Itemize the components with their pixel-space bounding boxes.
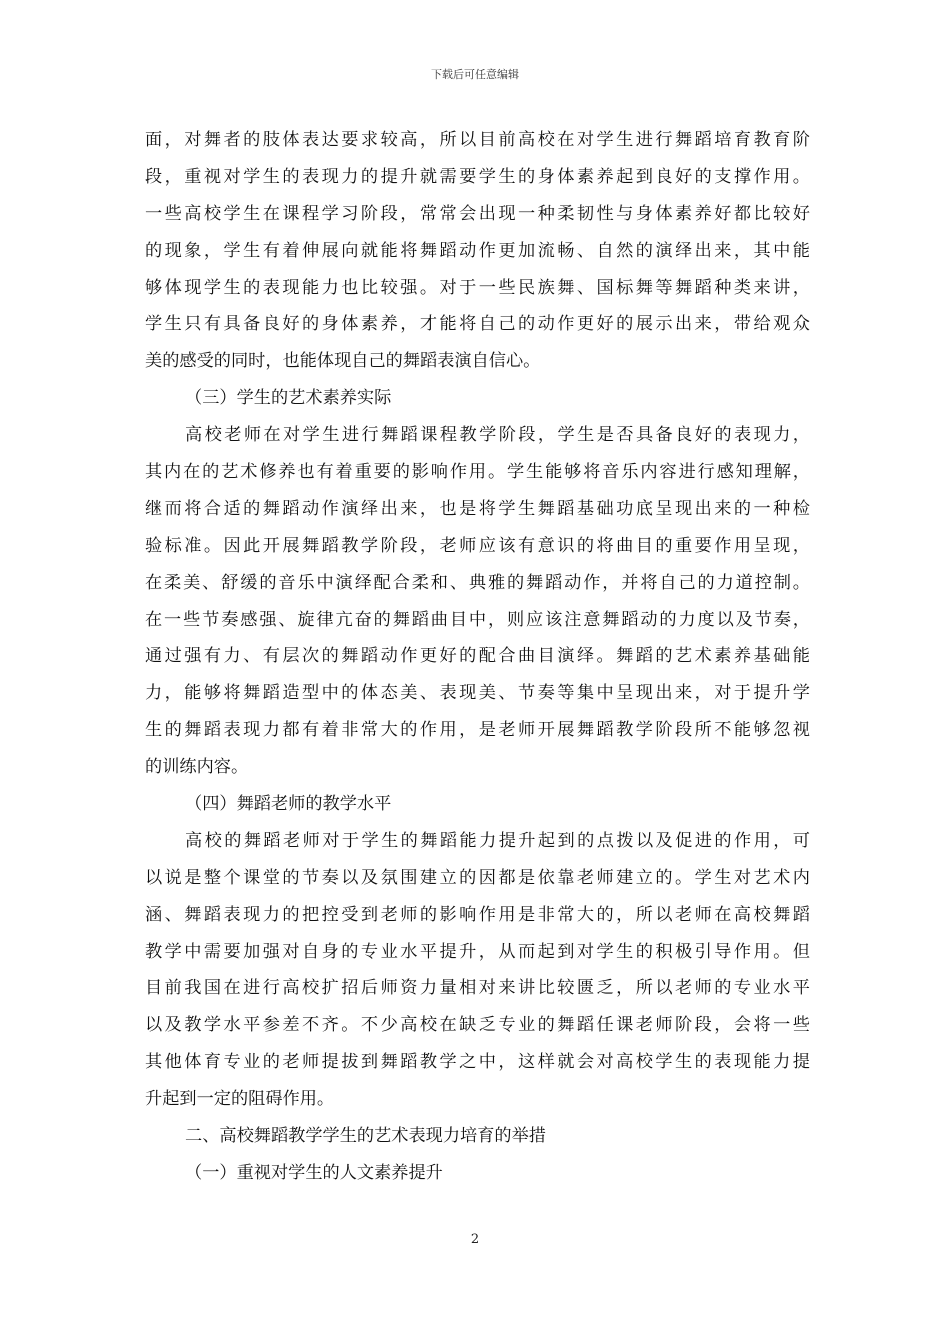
paragraph-line: 的现象，学生有着伸展向就能将舞蹈动作更加流畅、自然的演绎出来，其中能 (145, 240, 810, 261)
paragraph-line: 面，对舞者的肢体表达要求较高，所以目前高校在对学生进行舞蹈培育教育阶 (145, 130, 810, 150)
paragraph-line: 力，能够将舞蹈造型中的体态美、表现美、节奏等集中呈现出来，对于提升学 (145, 683, 810, 704)
paragraph-line: 继而将合适的舞蹈动作演绎出来，也是将学生舞蹈基础功底呈现出来的一种检 (145, 498, 810, 519)
paragraph-line: 其他体育专业的老师提拔到舞蹈教学之中，这样就会对高校学生的表现能力提 (145, 1052, 810, 1073)
paragraph-line: 段，重视对学生的表现力的提升就需要学生的身体素养起到良好的支撑作用。 (145, 166, 810, 187)
page-number: 2 (470, 1232, 480, 1247)
paragraph-line: 其内在的艺术修养也有着重要的影响作用。学生能够将音乐内容进行感知理解， (145, 462, 810, 483)
paragraph-line: 一些高校学生在课程学习阶段，常常会出现一种柔韧性与身体素养好都比较好 (145, 203, 810, 224)
paragraph-line: 够体现学生的表现能力也比较强。对于一些民族舞、国标舞等舞蹈种类来讲， (145, 277, 810, 298)
document-body (145, 122, 810, 1192)
paragraph-line: 以及教学水平参差不齐。不少高校在缺乏专业的舞蹈任课老师阶段，会将一些 (145, 1015, 810, 1036)
paragraph-first-line: 二、高校舞蹈教学学生的艺术表现力培育的举措 (185, 1126, 546, 1147)
paragraph-first-line: （一）重视对学生的人文素养提升 (185, 1162, 443, 1183)
paragraph-line: 的训练内容。 (145, 757, 249, 778)
page-header: 下载后可任意编辑 (431, 68, 519, 81)
paragraph-line: 涵、舞蹈表现力的把控受到老师的影响作用是非常大的，所以老师在高校舞蹈 (145, 904, 810, 925)
paragraph-line: 学生只有具备良好的身体素养，才能将自己的动作更好的展示出来，带给观众 (145, 314, 810, 335)
paragraph-line: 目前我国在进行高校扩招后师资力量相对来讲比较匮乏，所以老师的专业水平 (145, 978, 810, 999)
paragraph-line: 在一些节奏感强、旋律亢奋的舞蹈曲目中，则应该注意舞蹈动的力度以及节奏， (145, 609, 810, 630)
paragraph-line: 通过强有力、有层次的舞蹈动作更好的配合曲目演绎。舞蹈的艺术素养基础能 (145, 646, 810, 667)
paragraph-line: 教学中需要加强对自身的专业水平提升，从而起到对学生的积极引导作用。但 (145, 941, 810, 962)
paragraph-line: 以说是整个课堂的节奏以及氛围建立的因都是依靠老师建立的。学生对艺术内 (145, 867, 810, 888)
paragraph-first-line: （三）学生的艺术素养实际 (185, 388, 392, 409)
paragraph-line: 升起到一定的阻碍作用。 (145, 1089, 335, 1110)
paragraph-first-line: 高校的舞蹈老师对于学生的舞蹈能力提升起到的点拨以及促进的作用，可 (185, 830, 810, 851)
paragraph-first-line: 高校老师在对学生进行舞蹈课程教学阶段，学生是否具备良好的表现力， (185, 425, 810, 446)
paragraph-line: 验标准。因此开展舞蹈教学阶段，老师应该有意识的将曲目的重要作用呈现， (145, 535, 810, 556)
paragraph-line: 在柔美、舒缓的音乐中演绎配合柔和、典雅的舞蹈动作，并将自己的力道控制。 (145, 572, 810, 593)
paragraph-first-line: （四）舞蹈老师的教学水平 (185, 794, 392, 815)
paragraph-line: 生的舞蹈表现力都有着非常大的作用，是老师开展舞蹈教学阶段所不能够忽视 (145, 720, 810, 741)
paragraph-line: 美的感受的同时，也能体现自己的舞蹈表演自信心。 (145, 351, 541, 372)
